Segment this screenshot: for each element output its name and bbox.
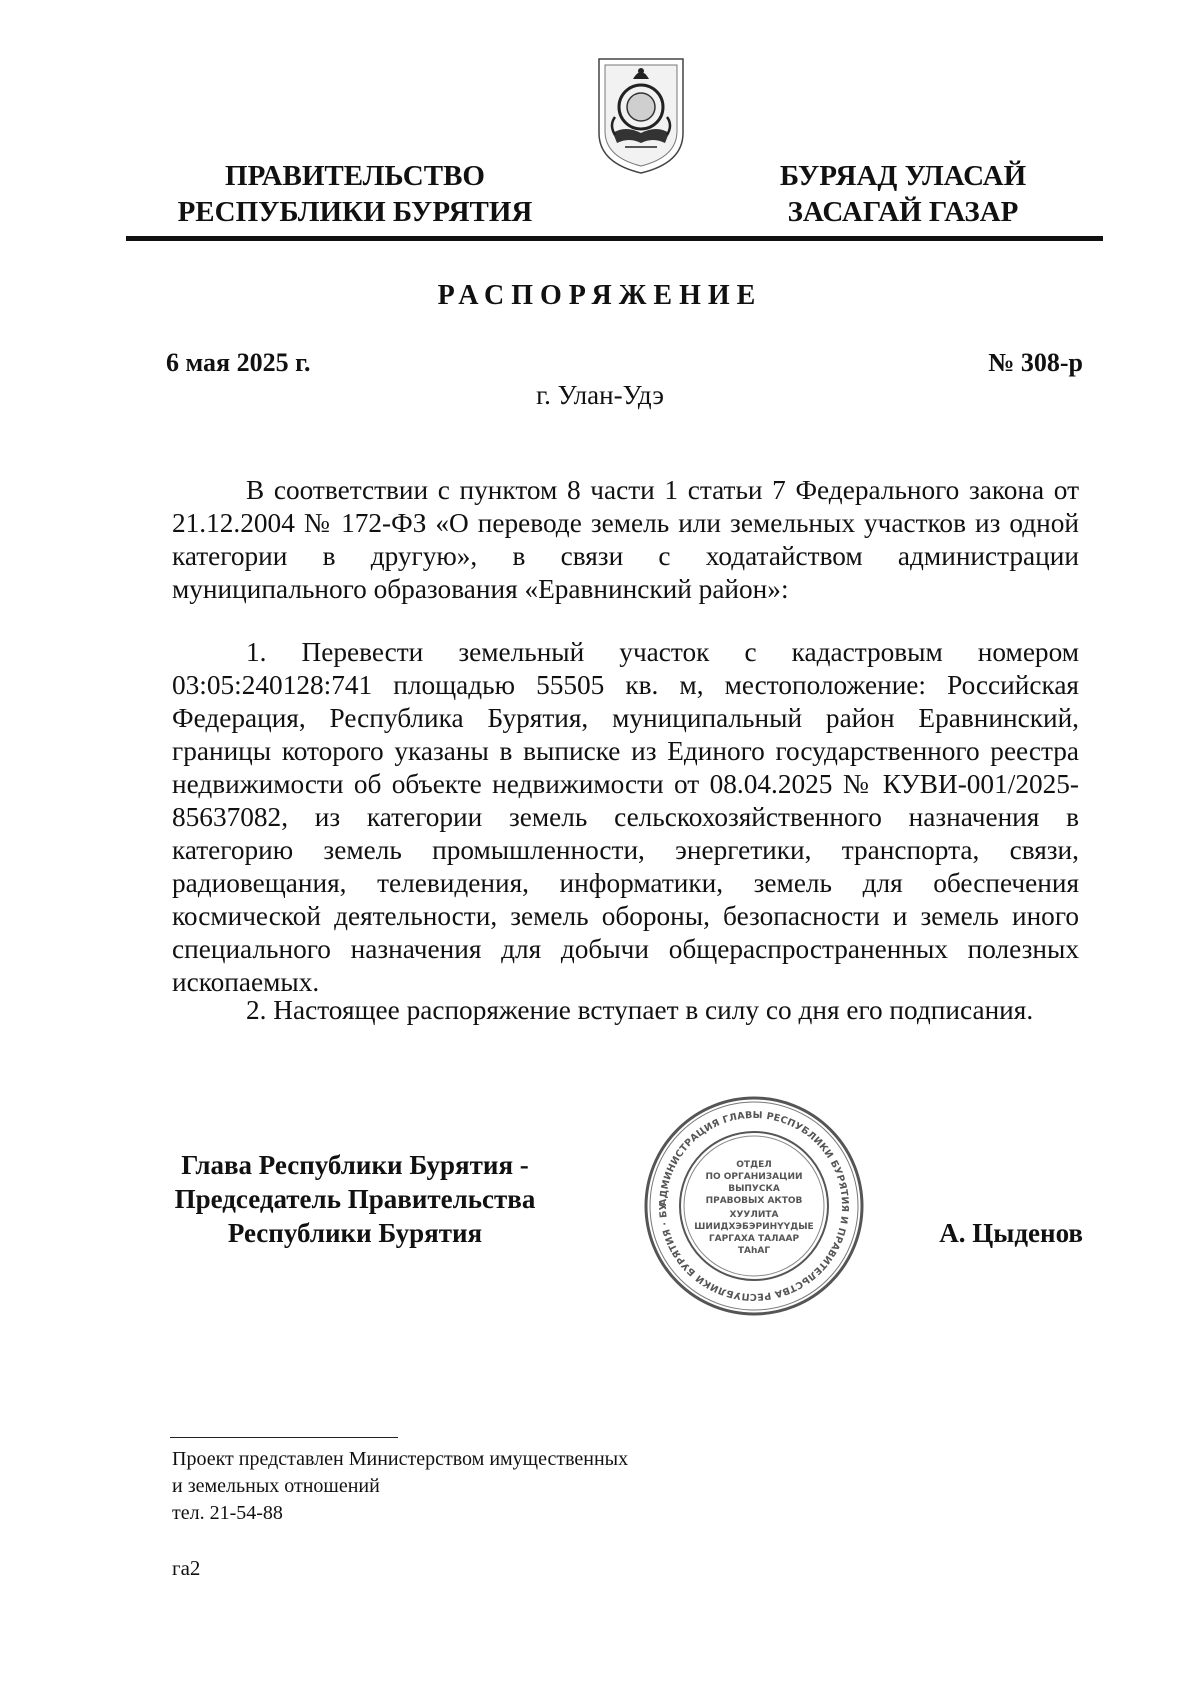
signer-position-line3: Республики Бурятия [227,1218,483,1248]
item-1-paragraph: 1. Перевести земельный участок с кадастровым номером 03:05:240128:741 площадью 55505 кв. м, местоположение: Российская Федерация, Республика Бурятия, муниципальный район Еравнинский, границы которого указаны в выписке из Единого государственного реестра недвижимости об объекте недвижимости от 08.04.2025 № КУВИ-001/2025-85637082, из категории земель сельскохозяйственного назначения в категорию земель промышленности, энергетики, транспорта, связи, радиовещания, телевидения, информатики, земель для обеспечения космической деятельности, земель обороны, безопасности и земель иного специального назначения для добычи общераспространенных полезных ископаемых. [172,637,1079,997]
government-name-buryat [758,158,1048,230]
svg-text:ОТДЕЛ: ОТДЕЛ [736,1160,772,1170]
footnote-line1: Проект представлен Министерством имущественных [172,1448,629,1470]
gov-left-line1: ПРАВИТЕЛЬСТВО [225,160,485,192]
intro-paragraph: В соответствии с пунктом 8 части 1 статьи 7 Федерального закона от 21.12.2004 № 172-ФЗ «О переводе земель или земельных участков из одной категории в другую», в связи с ходатайством администрации муниципального образования «Еравнинский район»: [172,475,1079,604]
svg-text:АДМИНИСТРАЦИЯ ГЛАВЫ РЕСПУБЛИКИ: АДМИНИСТРАЦИЯ ГЛАВЫ РЕСПУБЛИКИ БУРЯТИЯ И ПРАВИТЕЛЬСТВА РЕСПУБЛИКИ БУРЯТИЯ · БУ [657,1109,851,1303]
government-name-russian [170,158,540,230]
svg-text:ПО ОРГАНИЗАЦИИ: ПО ОРГАНИЗАЦИИ [705,1172,803,1182]
item-2-paragraph: 2. Настоящее распоряжение вступает в силу со дня его подписания. [246,995,1034,1025]
svg-text:ГАРГАХА ТАЛААР: ГАРГАХА ТАЛААР [708,1234,800,1244]
svg-text:ШИИДХЭБЭРИНҮҮДЫЕ: ШИИДХЭБЭРИНҮҮДЫЕ [694,1222,814,1232]
signer-position-line1: Глава Республики Бурятия - [181,1150,529,1180]
footnote-divider [170,1437,398,1438]
document-date: 6 мая 2025 г. [166,348,311,377]
document-city: г. Улан-Удэ [536,380,664,410]
seal-icon [643,1095,865,1317]
gov-right-line1: БУРЯАД УЛАСАЙ [779,160,1027,192]
coat-of-arms-icon [595,55,687,177]
signer-position-line2: Председатель Правительства [174,1184,536,1214]
document-number: № 308-р [988,348,1083,377]
signer-name: А. Цыденов [939,1218,1083,1248]
document-code: га2 [172,1556,201,1580]
gov-left-line2: РЕСПУБЛИКИ БУРЯТИЯ [177,196,533,228]
svg-text:ПРАВОВЫХ АКТОВ: ПРАВОВЫХ АКТОВ [705,1196,803,1206]
svg-text:ВЫПУСКА: ВЫПУСКА [728,1184,780,1194]
footnote-line3: тел. 21-54-88 [172,1502,283,1524]
header-divider [126,236,1103,241]
svg-text:ХУУЛИТА: ХУУЛИТА [729,1210,779,1220]
document-title: РАСПОРЯЖЕНИЕ [437,280,763,311]
footnote-line2: и земельных отношений [172,1475,380,1497]
signer-position [155,1148,555,1250]
gov-right-line2: ЗАСАГАЙ ГАЗАР [787,196,1019,228]
svg-text:ТАһАГ: ТАһАГ [737,1246,771,1256]
footnote [172,1446,628,1527]
